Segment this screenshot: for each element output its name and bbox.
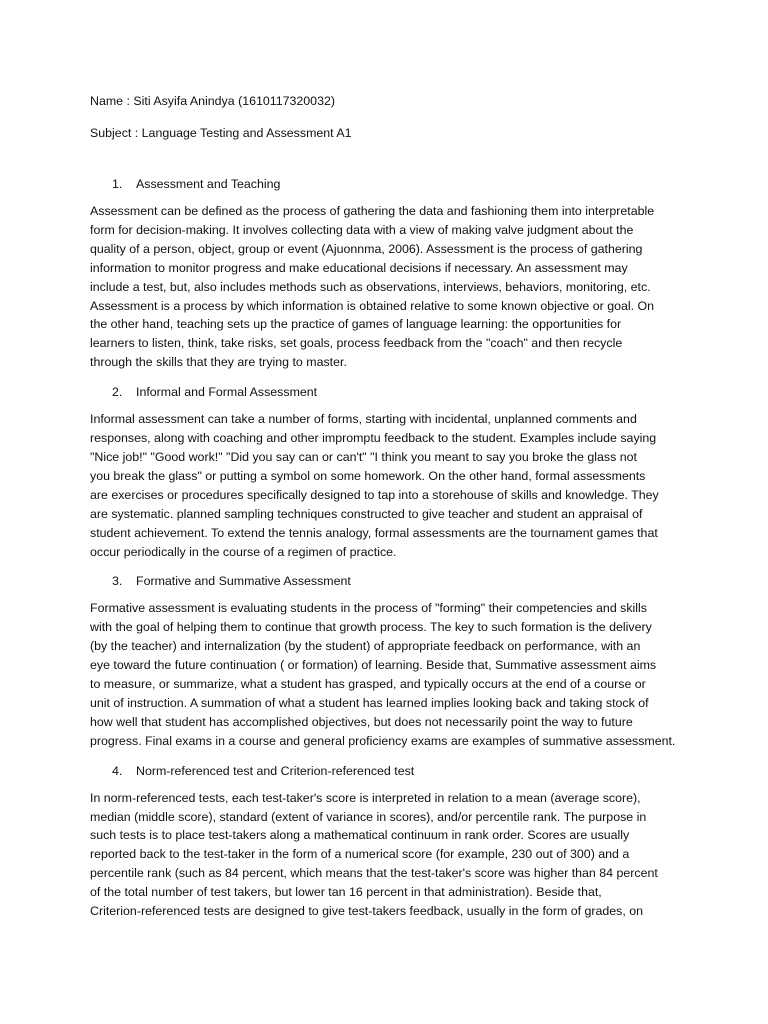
paragraph-line: with the goal of helping them to continue that growth process. The key to such formation is the delivery — [90, 620, 652, 635]
section-heading: 2. Informal and Formal Assessment — [112, 385, 318, 400]
section-formative-and-summative-assessment — [90, 572, 676, 750]
paragraph-line: Criterion-referenced tests are designed to give test-takers feedback, usually in the form of grades, on — [90, 904, 644, 919]
paragraph-line: how well that student has accomplished objectives, but does not necessarily point the way to future — [90, 714, 633, 729]
paragraph-line: "Nice job!" "Good work!" "Did you say can or can't" "I think you meant to say you broke the glass not — [90, 449, 637, 464]
paragraph-line: progress. Final exams in a course and general proficiency exams are examples of summative assessment. — [90, 733, 676, 748]
section-title: Assessment and Teaching — [136, 177, 281, 191]
paragraph-line: percentile rank (such as 84 percent, which means that the test-taker's score was higher than 84 percent — [90, 866, 658, 881]
section-title: Formative and Summative Assessment — [136, 574, 351, 589]
paragraph-line: occur periodically in the course of a regimen of practice. — [90, 544, 397, 559]
paragraph-line: quality of a person, object, group or event (Ajuonnma, 2006). Assessment is the process of gathering — [90, 241, 643, 256]
paragraph-line: median (middle score), standard (extent of variance in scores), and/or percentile rank. The purpose in — [90, 809, 647, 824]
section-informal-and-formal-assessment — [90, 383, 670, 561]
paragraph-line: Assessment is a process by which information is obtained relative to some known objective or goal. On — [90, 298, 655, 313]
paragraph-line: unit of instruction. A summation of what a student has learned implies looking back and taking stock of — [90, 695, 649, 710]
paragraph-line: learners to listen, think, take risks, set goals, process feedback from the "coach" and then recycle — [90, 336, 623, 351]
paragraph-line: form for decision-making. It involves collecting data with a view of making valve judgment about the — [90, 222, 634, 237]
paragraph-line: student achievement. To extend the tennis analogy, formal assessments are the tournament games that — [90, 525, 658, 540]
section-heading: 1. Assessment and Teaching — [112, 177, 281, 191]
paragraph-line: In norm-referenced tests, each test-taker's score is interpreted in relation to a mean (average score), — [90, 790, 641, 805]
paragraph-line: include a test, but, also includes methods such as observations, interviews, behaviors, monitoring, etc. — [90, 279, 651, 294]
paragraph-line: you break the glass" or putting a symbol on some homework. On the other hand, formal assessments — [90, 468, 646, 483]
section-paragraph — [90, 202, 670, 372]
paragraph-line: such tests is to place test-takers along a mathematical continuum in rank order. Scores are usually — [90, 828, 630, 843]
paragraph-line: (by the teacher) and internalization (by the student) of appropriate feedback on performance, with an — [90, 639, 641, 654]
paragraph-line: of the total number of test takers, but lower tan 16 percent in that administration). Beside that, — [90, 885, 602, 900]
paragraph-line: information to monitor progress and make educational decisions if necessary. An assessment may — [90, 260, 628, 275]
paragraph-line: through the skills that they are trying to master. — [90, 355, 347, 370]
paragraph-line: are exercises or procedures specifically designed to tap into a storehouse of skills and knowledge. They — [90, 487, 659, 502]
section-paragraph — [90, 599, 676, 750]
section-heading: 4. Norm-referenced test and Criterion-referenced test — [112, 763, 415, 778]
section-assessment-and-teaching — [90, 175, 670, 372]
section-norm-and-criterion-referenced-test — [90, 762, 670, 921]
paragraph-line: the other hand, teaching sets up the practice of games of language learning: the opportunities for — [90, 317, 622, 332]
section-paragraph — [90, 410, 670, 561]
paragraph-line: reported back to the test-taker in the form of a numerical score (for example, 230 out of 300) and a — [90, 847, 630, 862]
paragraph-line: responses, along with coaching and other impromptu feedback to the student. Examples include saying — [90, 431, 657, 446]
section-paragraph — [90, 789, 670, 921]
subject-line: Subject : Language Testing and Assessment A1 — [90, 126, 352, 140]
section-heading: 3. Formative and Summative Assessment — [112, 574, 351, 589]
section-title: Informal and Formal Assessment — [136, 385, 318, 400]
paragraph-line: eye toward the future continuation ( or formation) of learning. Beside that, Summative assessment aims — [90, 658, 657, 673]
document-body — [90, 92, 676, 921]
paragraph-line: Informal assessment can take a number of forms, starting with incidental, unplanned comments and — [90, 412, 637, 427]
paragraph-line: are systematic. planned sampling techniques constructed to give teacher and student an appraisal of — [90, 506, 643, 521]
paragraph-line: to measure, or summarize, what a student has grasped, and typically occurs at the end of a course or — [90, 677, 646, 692]
section-title: Norm-referenced test and Criterion-referenced test — [136, 763, 415, 778]
student-name-line: Name : Siti Asyifa Anindya (1610117320032) — [90, 94, 335, 108]
paragraph-line: Formative assessment is evaluating students in the process of "forming" their competencies and skills — [90, 601, 647, 616]
paragraph-line: Assessment can be defined as the process of gathering the data and fashioning them into interpretable — [90, 204, 655, 218]
